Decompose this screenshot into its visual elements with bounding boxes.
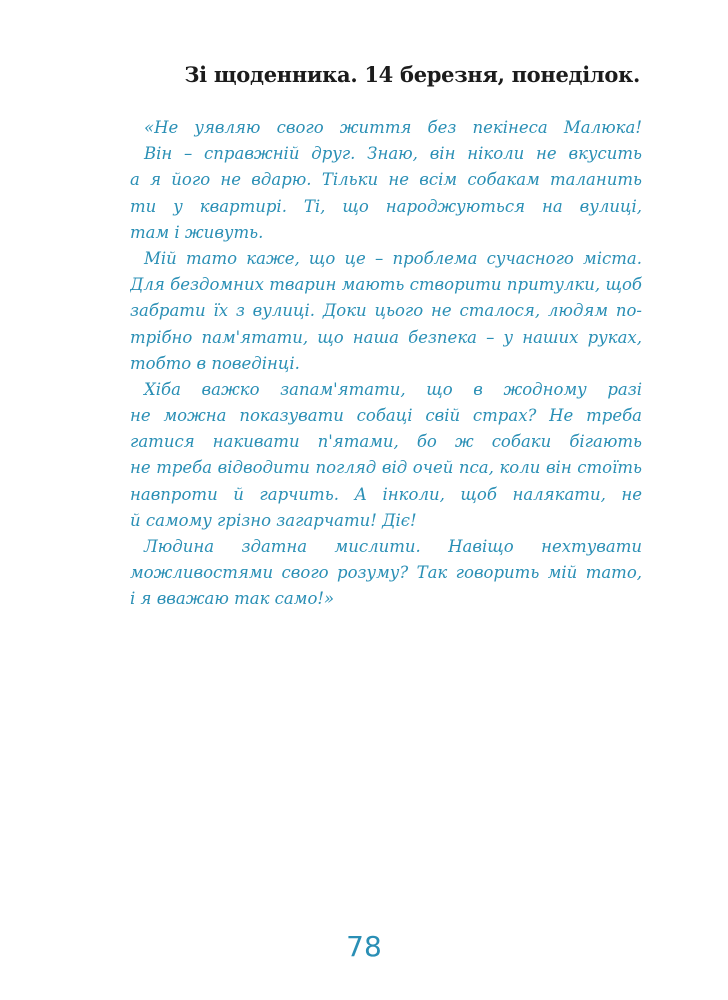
text-line: Він – справжній друг. Знаю, він ніколи не вкусить [144, 144, 642, 164]
text-line: Мій тато каже, що це – проблема сучасного міста. [144, 248, 642, 268]
diary-entry [130, 115, 642, 613]
text-line: навпроти й гарчить. А інколи, щоб налякати, не [130, 484, 642, 504]
text-line: і я вважаю так само!» [130, 589, 335, 609]
text-line: забрати їх з вулиці. Доки цього не сталося, людям по- [130, 301, 642, 321]
text-line: а я його не вдарю. Тільки не всім собакам таланить [130, 170, 642, 190]
text-line: гатися накивати п'ятами, бо ж собаки бігають [130, 432, 642, 452]
text-line: ти у квартирі. Ті, що народжуються на вулиці, [130, 196, 642, 216]
text-line: й самому грізно загарчати! Діє! [130, 510, 417, 530]
text-line: можливостями свого розуму? Так говорить мій тато, [130, 563, 642, 583]
text-line: не треба відводити погляд від очей пса, коли він стоїть [130, 458, 642, 478]
text-line: Хіба важко запам'ятати, що в жодному разі [144, 379, 642, 399]
text-line: не можна показувати собаці свій страх? Не треба [130, 406, 642, 426]
diary-heading: Зі щоденника. 14 березня, понеділок. [184, 62, 640, 87]
text-line: тобто в поведінці. [130, 353, 300, 373]
text-line: трібно пам'ятати, що наша безпека – у наших руках, [130, 327, 642, 347]
text-line: Людина здатна мислити. Навіщо нехтувати [144, 537, 642, 556]
text-line: «Не уявляю свого життя без пекінеса Малюка! [144, 118, 642, 137]
text-line: там і живуть. [130, 222, 264, 242]
text-line: Для бездомних тварин мають створити притулки, щоб [130, 275, 642, 295]
page-number: 78 [346, 930, 382, 963]
